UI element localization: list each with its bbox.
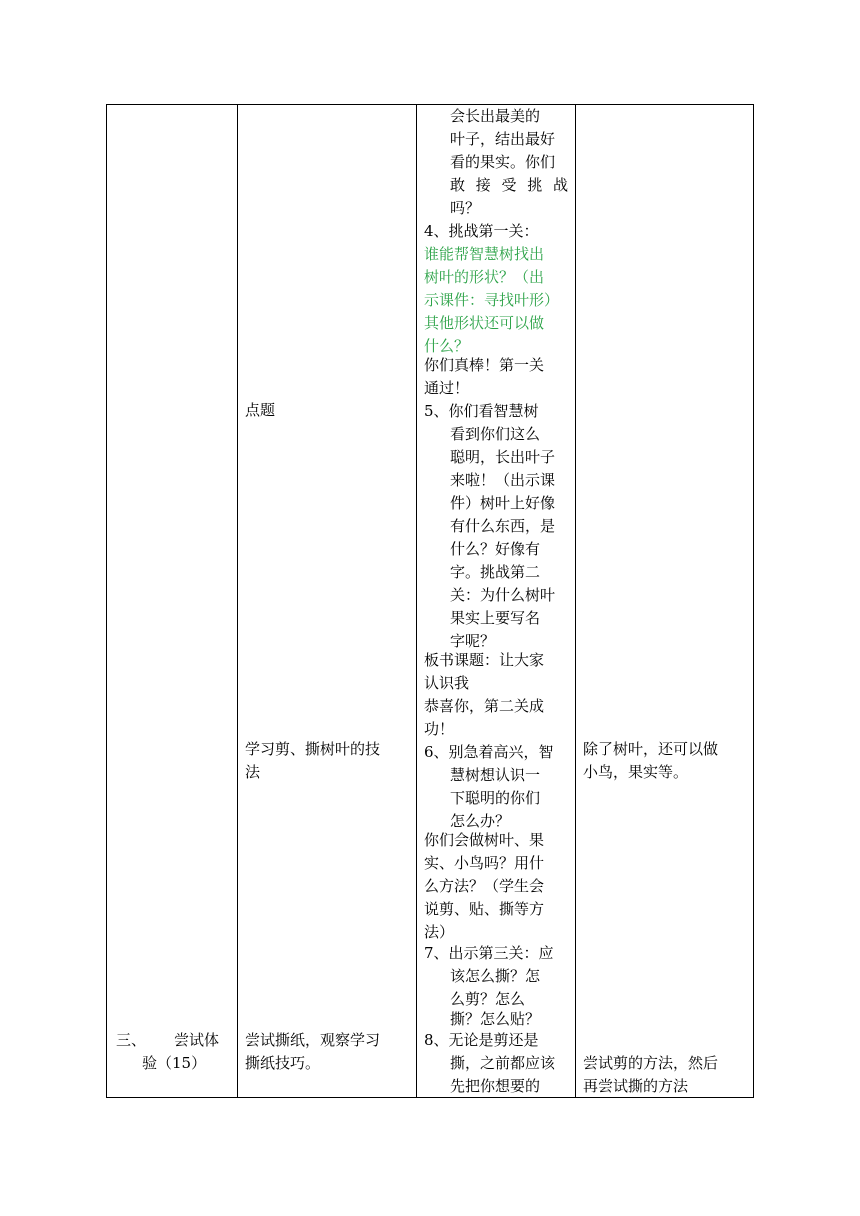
goal-try-line1: 尝试撕纸，观察学习 [245, 1031, 381, 1049]
column-divider-2 [416, 105, 417, 1097]
activity-line: 认识我 [424, 674, 470, 692]
activity-line: 7、出示第三关：应 [424, 944, 554, 962]
activity-line: 有什么东西，是 [450, 517, 556, 535]
activity-line: 恭喜你，第二关成 [424, 697, 545, 715]
goal-dianti: 点题 [245, 401, 276, 419]
activity-line: 看到你们这么 [450, 425, 541, 443]
activity-line: 说剪、贴、撕等方 [424, 900, 545, 918]
activity-line-highlight: 什么？ [424, 337, 470, 355]
activity-line: 来啦！（出示课 [450, 471, 556, 489]
activity-line-highlight: 谁能帮智慧树找出 [424, 245, 545, 263]
activity-line: 法） [424, 923, 455, 941]
activity-line: 聪明，长出叶子 [450, 448, 556, 466]
section-number: 三、 [116, 1031, 147, 1049]
activity-line: 你们真棒！第一关 [424, 356, 545, 374]
activity-line: 看的果实。你们 [450, 153, 556, 171]
activity-line: 什么？好像有 [450, 540, 541, 558]
activity-line: 么方法？（学生会 [424, 877, 545, 895]
activity-line: 你们会做树叶、果 [424, 831, 545, 849]
activity-line: 4、挑战第一关： [424, 222, 539, 240]
activity-line: 关：为什么树叶 [450, 586, 556, 604]
note-line: 除了树叶，还可以做 [583, 740, 719, 758]
activity-line: 下聪明的你们 [450, 789, 541, 807]
goal-try-line2: 撕纸技巧。 [245, 1054, 321, 1072]
activity-line: 该怎么撕？怎 [450, 967, 541, 985]
activity-line: 么剪？怎么 [450, 990, 526, 1008]
activity-line: 撕，之前都应该 [450, 1054, 556, 1072]
note-line: 再尝试撕的方法 [583, 1077, 689, 1095]
activity-line: 撕？怎么贴？ [450, 1010, 541, 1028]
column-divider-1 [237, 105, 238, 1097]
activity-line: 果实上要写名 [450, 609, 541, 627]
activity-line: 8、无论是剪还是 [424, 1031, 539, 1049]
goal-skill-line2: 法 [245, 763, 261, 781]
note-line: 尝试剪的方法，然后 [583, 1054, 719, 1072]
note-line: 小鸟，果实等。 [583, 763, 689, 781]
activity-line: 字。挑战第二 [450, 563, 541, 581]
activity-line: 6、别急着高兴，智 [424, 743, 554, 761]
activity-line: 敢 接 受 挑 战 [450, 176, 568, 194]
activity-line: 5、你们看智慧树 [424, 402, 539, 420]
activity-line: 叶子，结出最好 [450, 130, 556, 148]
activity-line: 实、小鸟吗？用什 [424, 854, 545, 872]
activity-line: 慧树想认识一 [450, 766, 541, 784]
activity-line-highlight: 示课件：寻找叶形） [424, 291, 560, 309]
column-divider-3 [575, 105, 576, 1097]
activity-line: 会长出最美的 [450, 107, 541, 125]
activity-line: 板书课题：让大家 [424, 651, 545, 669]
activity-line: 件）树叶上好像 [450, 494, 556, 512]
activity-line: 先把你想要的 [450, 1077, 541, 1095]
activity-line: 怎么办？ [450, 812, 511, 830]
activity-line: 吗？ [450, 199, 481, 217]
activity-line: 通过！ [424, 379, 470, 397]
activity-line-highlight: 其他形状还可以做 [424, 314, 545, 332]
activity-line: 功！ [424, 720, 455, 738]
section-title-line1: 尝试体 [174, 1031, 220, 1049]
activity-line-highlight: 树叶的形状？（出 [424, 268, 545, 286]
goal-skill-line1: 学习剪、撕树叶的技 [245, 740, 381, 758]
section-title-line2: 验（15） [142, 1054, 207, 1072]
activity-line: 字呢？ [450, 632, 496, 650]
